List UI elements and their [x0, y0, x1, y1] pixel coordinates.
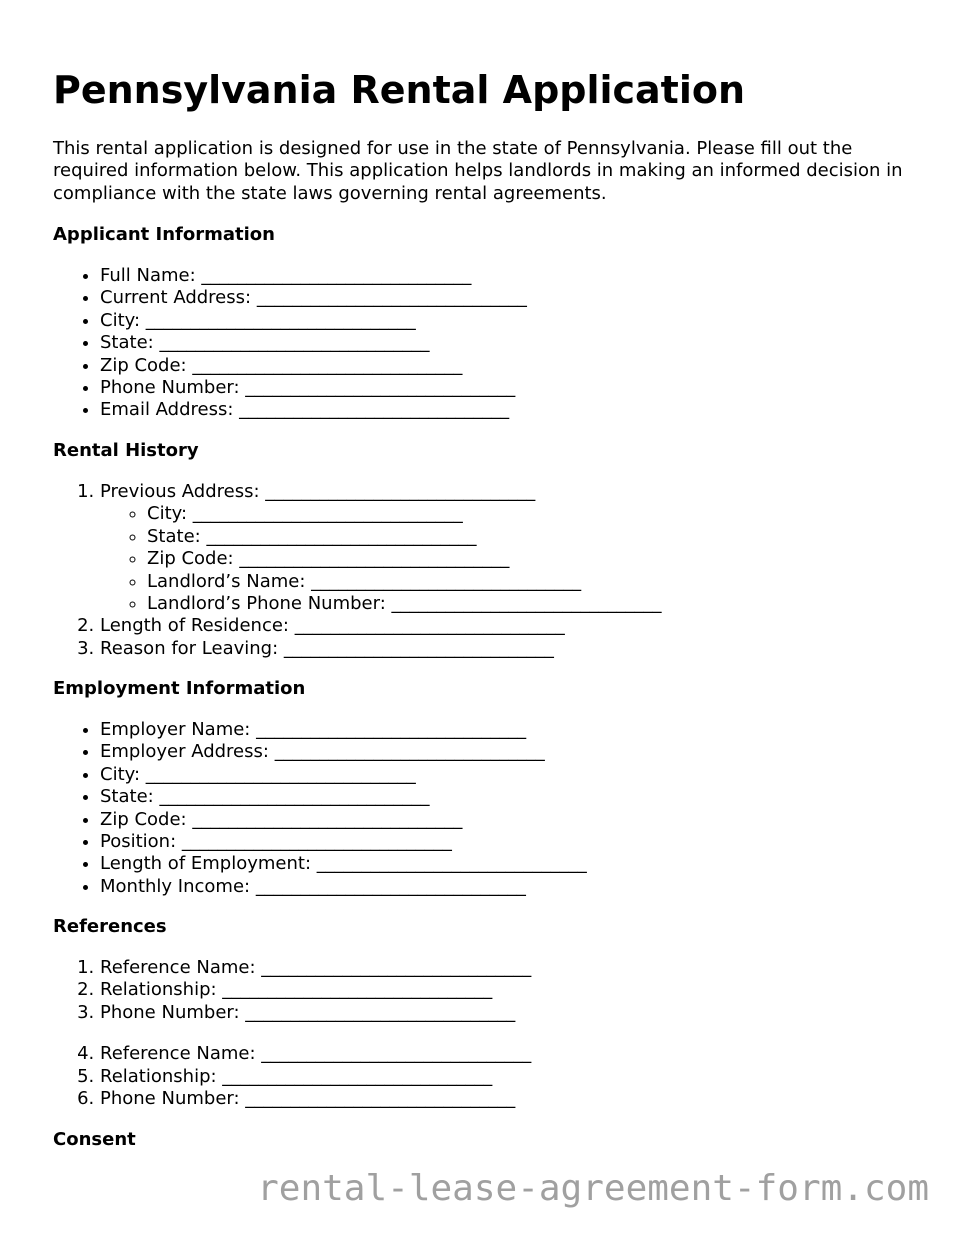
references-list-1 [53, 957, 913, 1024]
employer-name-field[interactable]: • Employer Name: ______________________________ [100, 719, 913, 741]
employment-field-list [53, 719, 913, 898]
applicant-section [53, 224, 913, 422]
relationship-field[interactable]: 2. Relationship: ______________________________ [100, 979, 913, 1001]
employment-section [53, 678, 913, 898]
rental-history-section [53, 440, 913, 660]
consent-heading: Consent [53, 1129, 136, 1150]
reference-phone-field[interactable]: 6. Phone Number: ______________________________ [100, 1088, 913, 1110]
phone-number-field[interactable]: • Phone Number: ______________________________ [100, 377, 913, 399]
references-list-2 [53, 1043, 913, 1110]
applicant-heading: Applicant Information [53, 224, 275, 245]
zip-code-field[interactable]: • Zip Code: ______________________________ [100, 355, 913, 377]
watermark: rental-lease-agreement-form.com [257, 1168, 929, 1209]
page-title: Pennsylvania Rental Application [53, 68, 746, 112]
landlord-name-field[interactable]: ◦ Landlord’s Name: ______________________________ [147, 571, 913, 593]
references-section [53, 916, 913, 1110]
full-name-field[interactable]: • Full Name: ______________________________ [100, 265, 913, 287]
relationship-field[interactable]: 5. Relationship: ______________________________ [100, 1066, 913, 1088]
rental-history-heading: Rental History [53, 440, 199, 461]
applicant-field-list [53, 265, 913, 422]
length-of-residence-field[interactable]: 2. Length of Residence: ______________________________ [100, 615, 913, 637]
current-address-field[interactable]: • Current Address: ______________________________ [100, 287, 913, 309]
employer-city-field[interactable]: • City: ______________________________ [100, 764, 913, 786]
state-field[interactable]: • State: ______________________________ [100, 332, 913, 354]
prev-zip-code-field[interactable]: ◦ Zip Code: ______________________________ [147, 548, 913, 570]
employer-state-field[interactable]: • State: ______________________________ [100, 786, 913, 808]
employer-zip-code-field[interactable]: • Zip Code: ______________________________ [100, 809, 913, 831]
monthly-income-field[interactable]: • Monthly Income: ______________________________ [100, 876, 913, 898]
reference-name-field[interactable]: 1. Reference Name: ______________________________ [100, 957, 913, 979]
reference-name-field[interactable]: 4. Reference Name: ______________________________ [100, 1043, 913, 1065]
consent-section [53, 1129, 913, 1151]
employment-heading: Employment Information [53, 678, 306, 699]
reference-phone-field[interactable]: 3. Phone Number: ______________________________ [100, 1002, 913, 1024]
previous-address-field[interactable]: 1. Previous Address: ______________________________ ◦ City: ______________________________ ◦ State: ______________________________ ◦ Zip Code: ______________________________ ◦ Landlord’s Name: ______________________________ ◦ Landlord’s Phone Number: ______________________________ [100, 481, 913, 615]
prev-city-field[interactable]: ◦ City: ______________________________ [147, 503, 913, 525]
landlord-phone-field[interactable]: ◦ Landlord’s Phone Number: ______________________________ [147, 593, 913, 615]
position-field[interactable]: • Position: ______________________________ [100, 831, 913, 853]
email-address-field[interactable]: • Email Address: ______________________________ [100, 399, 913, 421]
references-heading: References [53, 916, 167, 937]
employer-address-field[interactable]: • Employer Address: ______________________________ [100, 741, 913, 763]
intro-paragraph: This rental application is designed for use in the state of Pennsylvania. Please fill out the required information below. This application helps landlords in making an informed decision in compliance with the state laws governing rental agreements. [53, 138, 903, 204]
rental-history-list [53, 481, 913, 660]
prev-state-field[interactable]: ◦ State: ______________________________ [147, 526, 913, 548]
length-of-employment-field[interactable]: • Length of Employment: ______________________________ [100, 853, 913, 875]
city-field[interactable]: • City: ______________________________ [100, 310, 913, 332]
previous-address-sublist [100, 503, 913, 615]
reason-for-leaving-field[interactable]: 3. Reason for Leaving: ______________________________ [100, 638, 913, 660]
